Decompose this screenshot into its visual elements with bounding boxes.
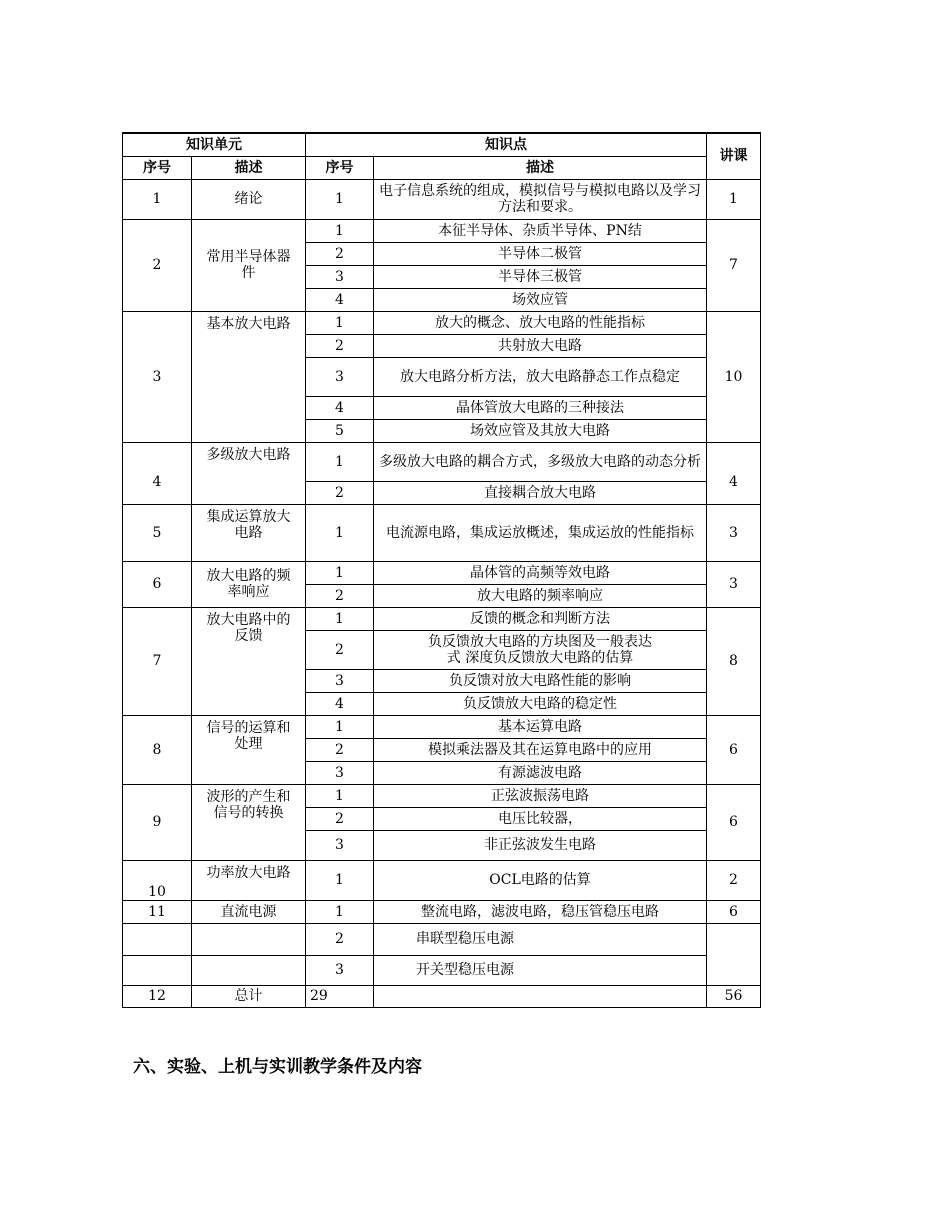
point-seq: 3: [306, 761, 374, 784]
empty-cell: [374, 985, 707, 1007]
unit-name: 波形的产生和信号的转换: [192, 784, 306, 860]
unit-name: 放大电路的频率响应: [192, 561, 306, 607]
table-row: [123, 715, 761, 738]
header-unit-desc: 描述: [192, 156, 306, 179]
point-desc: 场效应管及其放大电路: [374, 419, 707, 442]
point-seq: 1: [306, 900, 374, 923]
point-desc: 开关型稳压电源: [374, 955, 707, 985]
point-desc: 本征半导体、杂质半导体、PN结: [374, 219, 707, 242]
table-row: [123, 442, 761, 481]
table-row: [123, 561, 761, 584]
point-desc: 基本运算电路: [374, 715, 707, 738]
empty-cell: [707, 923, 761, 985]
unit-name: 常用半导体器件: [192, 219, 306, 311]
header-lecture-hours: 讲课: [707, 133, 761, 179]
unit-name: 放大电路中的反馈: [192, 607, 306, 715]
total-row: [123, 985, 761, 1007]
table-row: [123, 504, 761, 561]
unit-seq: 3: [123, 311, 192, 442]
point-seq: 2: [306, 630, 374, 669]
point-desc: 反馈的概念和判断方法: [374, 607, 707, 630]
point-desc: 半导体三极管: [374, 265, 707, 288]
unit-name: 集成运算放大电路: [192, 504, 306, 561]
header-unit-seq: 序号: [123, 156, 192, 179]
point-desc: 电子信息系统的组成，模拟信号与模拟电路以及学习方法和要求。: [374, 179, 707, 219]
point-desc: 放大电路的频率响应: [374, 584, 707, 607]
point-seq: 2: [306, 584, 374, 607]
unit-seq: 10: [123, 860, 192, 900]
point-desc: 有源滤波电路: [374, 761, 707, 784]
point-seq: 1: [306, 179, 374, 219]
point-desc: 场效应管: [374, 288, 707, 311]
unit-seq: 7: [123, 607, 192, 715]
unit-hours: 3: [707, 561, 761, 607]
point-seq: 2: [306, 334, 374, 357]
unit-hours: 6: [707, 900, 761, 923]
unit-hours: 4: [707, 442, 761, 504]
unit-hours: 8: [707, 607, 761, 715]
section-heading: 六、实验、上机与实训教学条件及内容: [133, 1057, 422, 1077]
point-seq: 3: [306, 265, 374, 288]
point-seq: 2: [306, 807, 374, 830]
unit-seq: 8: [123, 715, 192, 784]
point-desc: 电流源电路，集成运放概述，集成运放的性能指标: [374, 504, 707, 561]
empty-cell: [192, 923, 306, 955]
table-row: [123, 179, 761, 219]
point-seq: 3: [306, 955, 374, 985]
table-row: [123, 784, 761, 807]
point-seq: 1: [306, 219, 374, 242]
point-desc: 晶体管的高频等效电路: [374, 561, 707, 584]
table-row: [123, 923, 761, 955]
point-desc: 串联型稳压电源: [374, 923, 707, 955]
point-desc: 非正弦波发生电路: [374, 830, 707, 860]
table-row: [123, 955, 761, 985]
empty-cell: [192, 955, 306, 985]
point-desc: 放大的概念、放大电路的性能指标: [374, 311, 707, 334]
unit-seq: 6: [123, 561, 192, 607]
point-seq: 1: [306, 860, 374, 900]
point-seq: 1: [306, 715, 374, 738]
unit-name: 信号的运算和处理: [192, 715, 306, 784]
point-seq: 2: [306, 242, 374, 265]
empty-cell: [123, 955, 192, 985]
point-seq: 2: [306, 481, 374, 504]
point-desc: 整流电路，滤波电路，稳压管稳压电路: [374, 900, 707, 923]
point-seq: 1: [306, 504, 374, 561]
empty-cell: [123, 923, 192, 955]
unit-seq: 5: [123, 504, 192, 561]
syllabus-table: [122, 132, 761, 1008]
unit-seq: 9: [123, 784, 192, 860]
point-desc: OCL电路的估算: [374, 860, 707, 900]
point-seq: 1: [306, 561, 374, 584]
unit-seq: 1: [123, 179, 192, 219]
total-hours: 56: [707, 985, 761, 1007]
header-knowledge-unit: 知识单元: [123, 133, 306, 156]
unit-hours: 6: [707, 715, 761, 784]
point-seq: 1: [306, 442, 374, 481]
point-seq: 3: [306, 357, 374, 396]
unit-seq: 2: [123, 219, 192, 311]
point-seq: 4: [306, 288, 374, 311]
point-seq: 4: [306, 396, 374, 419]
unit-seq: 11: [123, 900, 192, 923]
total-points: 29: [306, 985, 374, 1007]
table-row: [123, 900, 761, 923]
unit-name: 直流电源: [192, 900, 306, 923]
unit-name: 基本放大电路: [192, 311, 306, 442]
point-desc: 放大电路分析方法，放大电路静态工作点稳定: [374, 357, 707, 396]
point-desc: 半导体二极管: [374, 242, 707, 265]
point-desc: 多级放大电路的耦合方式，多级放大电路的动态分析: [374, 442, 707, 481]
point-desc: 模拟乘法器及其在运算电路中的应用: [374, 738, 707, 761]
point-desc: 负反馈放大电路的稳定性: [374, 692, 707, 715]
table-row: [123, 607, 761, 630]
point-seq: 1: [306, 311, 374, 334]
unit-seq: 4: [123, 442, 192, 504]
unit-hours: 3: [707, 504, 761, 561]
point-desc: 直接耦合放大电路: [374, 481, 707, 504]
table-row: [123, 219, 761, 242]
unit-hours: 1: [707, 179, 761, 219]
total-label: 总计: [192, 985, 306, 1007]
point-seq: 2: [306, 923, 374, 955]
table-row: [123, 860, 761, 900]
header-knowledge-point: 知识点: [306, 133, 707, 156]
point-desc: 正弦波振荡电路: [374, 784, 707, 807]
point-desc: 负反馈对放大电路性能的影响: [374, 669, 707, 692]
table-row: [123, 311, 761, 334]
header-point-desc: 描述: [374, 156, 707, 179]
header-point-seq: 序号: [306, 156, 374, 179]
point-desc: 晶体管放大电路的三种接法: [374, 396, 707, 419]
unit-name: 绪论: [192, 179, 306, 219]
unit-hours: 2: [707, 860, 761, 900]
point-desc: 电压比较器，: [374, 807, 707, 830]
unit-hours: 7: [707, 219, 761, 311]
total-seq: 12: [123, 985, 192, 1007]
point-seq: 5: [306, 419, 374, 442]
point-seq: 1: [306, 607, 374, 630]
point-seq: 3: [306, 830, 374, 860]
unit-name: 多级放大电路: [192, 442, 306, 504]
point-seq: 3: [306, 669, 374, 692]
point-seq: 2: [306, 738, 374, 761]
point-desc: 负反馈放大电路的方块图及一般表达式 深度负反馈放大电路的估算: [374, 630, 707, 669]
unit-hours: 6: [707, 784, 761, 860]
point-desc: 共射放大电路: [374, 334, 707, 357]
point-seq: 1: [306, 784, 374, 807]
unit-hours: 10: [707, 311, 761, 442]
point-seq: 4: [306, 692, 374, 715]
unit-name: 功率放大电路: [192, 860, 306, 900]
